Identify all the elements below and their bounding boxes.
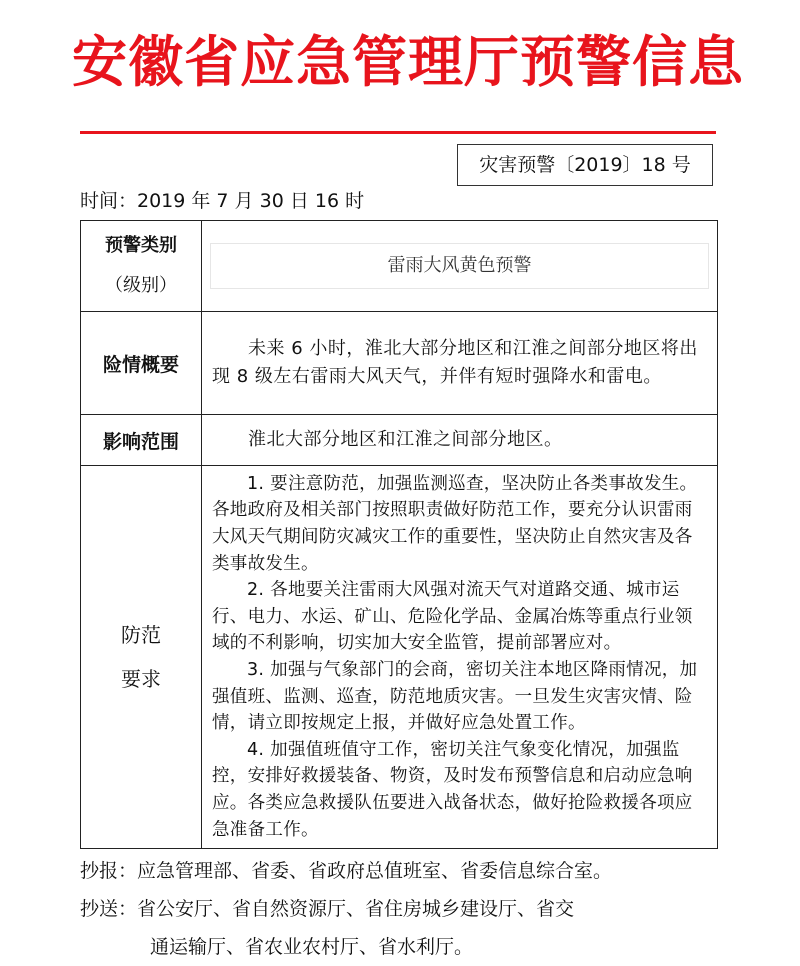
- copy-to-line1: 抄送：省公安厅、省自然资源厅、省住房城乡建设厅、省交: [80, 898, 575, 920]
- warning-table: [80, 220, 718, 849]
- requirements-label-line1: 防范: [121, 623, 161, 647]
- page-title: 安徽省应急管理厅预警信息: [72, 30, 745, 94]
- summary-cell: [202, 312, 718, 415]
- requirement-item-3: 3. 加强与气象部门的会商，密切关注本地区降雨情况，加强值班、监测、巡查，防范地质灾害。一旦发生灾害灾情、险情，请立即按规定上报，并做好应急处置工作。: [212, 660, 698, 734]
- requirement-item-2: 2. 各地要关注雷雨大风强对流天气对道路交通、城市运行、电力、水运、矿山、危险化学品、金属冶炼等重点行业领域的不利影响，切实加大安全监管，提前部署应对。: [212, 580, 693, 654]
- table-row-category: [81, 221, 718, 312]
- area-value: 淮北大部分地区和江淮之间部分地区。: [248, 429, 563, 450]
- summary-label: 险情概要: [81, 312, 202, 415]
- copy-to-line2: 通运输厅、省农业农村厅、省水利厅。: [150, 936, 474, 958]
- document-number: 灾害预警〔2019〕18 号: [457, 144, 713, 186]
- requirements-cell: [202, 466, 718, 849]
- issue-time: 时间：2019 年 7 月 30 日 16 时: [80, 190, 365, 212]
- area-label: 影响范围: [81, 415, 202, 466]
- summary-value: 未来 6 小时，淮北大部分地区和江淮之间部分地区将出现 8 级左右雷雨大风天气，并伴有短时强降水和雷电。: [212, 338, 698, 387]
- report-to: 抄报：应急管理部、省委、省政府总值班室、省委信息综合室。: [80, 860, 613, 882]
- red-divider: [80, 131, 716, 134]
- category-value: 雷雨大风黄色预警: [210, 243, 709, 289]
- category-label-line2: （级别）: [105, 275, 177, 296]
- distribution-footer: [80, 852, 740, 966]
- category-label-line1: 预警类别: [105, 235, 177, 256]
- table-row-area: [81, 415, 718, 466]
- category-label: [81, 221, 202, 312]
- requirements-label-line2: 要求: [121, 667, 161, 691]
- requirement-item-4: 4. 加强值班值守工作，密切关注气象变化情况，加强监控，安排好救援装备、物资，及时发布预警信息和启动应急响应。各类应急救援队伍要进入战备状态，做好抢险救援各项应急准备工作。: [212, 739, 693, 840]
- requirement-item-1: 1. 要注意防范，加强监测巡查，坚决防止各类事故发生。各地政府及相关部门按照职责做好防范工作，要充分认识雷雨大风天气期间防灾减灾工作的重要性，坚决防止自然灾害及各类事故发生。: [212, 473, 698, 574]
- table-row-requirements: [81, 466, 718, 849]
- category-cell: [202, 221, 718, 312]
- requirements-label: [81, 466, 202, 849]
- table-row-summary: [81, 312, 718, 415]
- area-cell: [202, 415, 718, 466]
